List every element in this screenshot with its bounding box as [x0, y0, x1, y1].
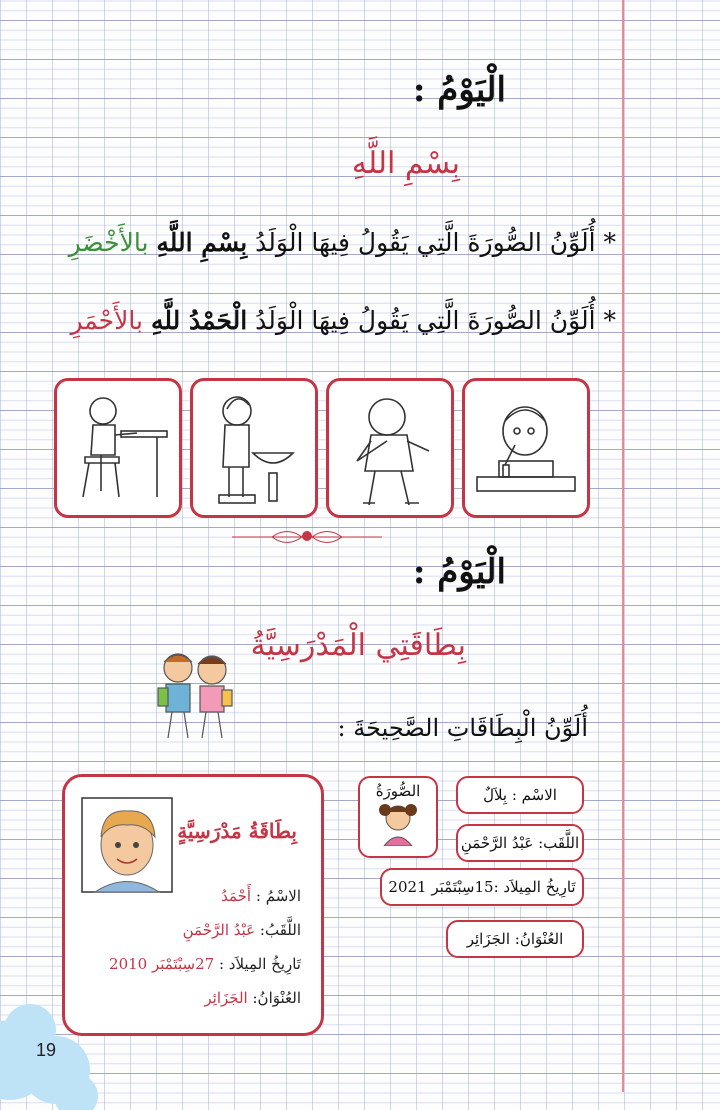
field-name[interactable]: الاسْم : بِلاَلٌ — [456, 776, 584, 814]
school-card[interactable] — [62, 774, 324, 1036]
field-photo[interactable] — [358, 776, 438, 858]
field-birth-date[interactable]: تَارِيخُ المِيلاَد :15سِبْتَمْبَر 2021 — [380, 868, 584, 906]
boy-eating-icon — [57, 381, 179, 515]
date-label-2: الْيَوْمُ : — [412, 552, 506, 592]
boy-sneezing-icon — [329, 381, 451, 515]
boy-brushing-teeth-icon — [465, 381, 587, 515]
girl-avatar-icon — [376, 800, 420, 846]
page-number: 19 — [36, 1040, 57, 1060]
card-birth-value: 27سِبْتَمْبَر 2010 — [109, 955, 215, 973]
card-name-value: أَحْمَدُ — [221, 887, 252, 905]
instruction-1-phrase: بِسْمِ اللَّهِ — [156, 228, 248, 257]
field-photo-label: الصُّورَةُ — [375, 782, 421, 800]
card-surname-line — [183, 921, 301, 939]
card-title: بِطَاقَةُ مَدْرَسِيَّةٍ — [177, 819, 297, 843]
instruction-2-phrase: الْحَمْدُ للَّهِ — [150, 306, 248, 335]
card-name-label: الاسْمُ : — [255, 887, 301, 905]
card-surname-value: عَبْدُ الرَّحْمَنِ — [182, 921, 256, 939]
instruction-3: أُلَوِّنُ الْبِطَاقَاتِ الصَّحِيحَةَ : — [337, 714, 588, 742]
boy-avatar-icon — [81, 797, 173, 893]
ornament-divider-icon — [232, 524, 382, 550]
card-address-value: الجَزَائِر — [204, 989, 248, 1007]
boy-washing-hands-icon — [193, 381, 315, 515]
card-name-line — [221, 887, 301, 905]
children-with-backpacks-icon — [150, 648, 240, 744]
picture-boy-eating[interactable] — [54, 378, 182, 518]
picture-boy-brushing-teeth[interactable] — [462, 378, 590, 518]
picture-boy-washing-hands[interactable] — [190, 378, 318, 518]
instruction-1 — [69, 228, 616, 257]
lesson-title-1: بِسْمِ اللَّهِ — [351, 146, 460, 181]
instruction-2-text: * أُلَوِّنُ الصُّورَةَ الَّتِي يَقُولُ فِيهَا الْوَلَدُ — [255, 306, 616, 335]
instruction-1-text: * أُلَوِّنُ الصُّورَةَ الَّتِي يَقُولُ فِيهَا الْوَلَدُ — [255, 228, 616, 257]
card-address-label: العُنْوَانُ: — [252, 989, 301, 1007]
date-label-1: الْيَوْمُ : — [412, 70, 506, 110]
instruction-2 — [70, 306, 616, 335]
card-birth-line — [109, 955, 301, 973]
field-address[interactable]: العُنْوَانُ: الجَزَائِر — [446, 920, 584, 958]
card-birth-label: تَارِيخُ المِيلاَد : — [218, 955, 301, 973]
field-surname[interactable]: اللَّقَب: عَبْدُ الرَّحْمَنِ — [456, 824, 584, 862]
instruction-2-color: بالأَحْمَرِ — [70, 306, 143, 335]
page-margin-line — [622, 0, 624, 1092]
instruction-1-color: بالأَخْضَرِ — [68, 228, 149, 257]
picture-boy-sneezing[interactable] — [326, 378, 454, 518]
lesson-title-2: بِطَاقَتِي الْمَدْرَسِيَّةُ — [250, 628, 466, 663]
card-surname-label: اللَّقَبُ: — [259, 921, 301, 939]
card-address-line — [204, 989, 301, 1007]
